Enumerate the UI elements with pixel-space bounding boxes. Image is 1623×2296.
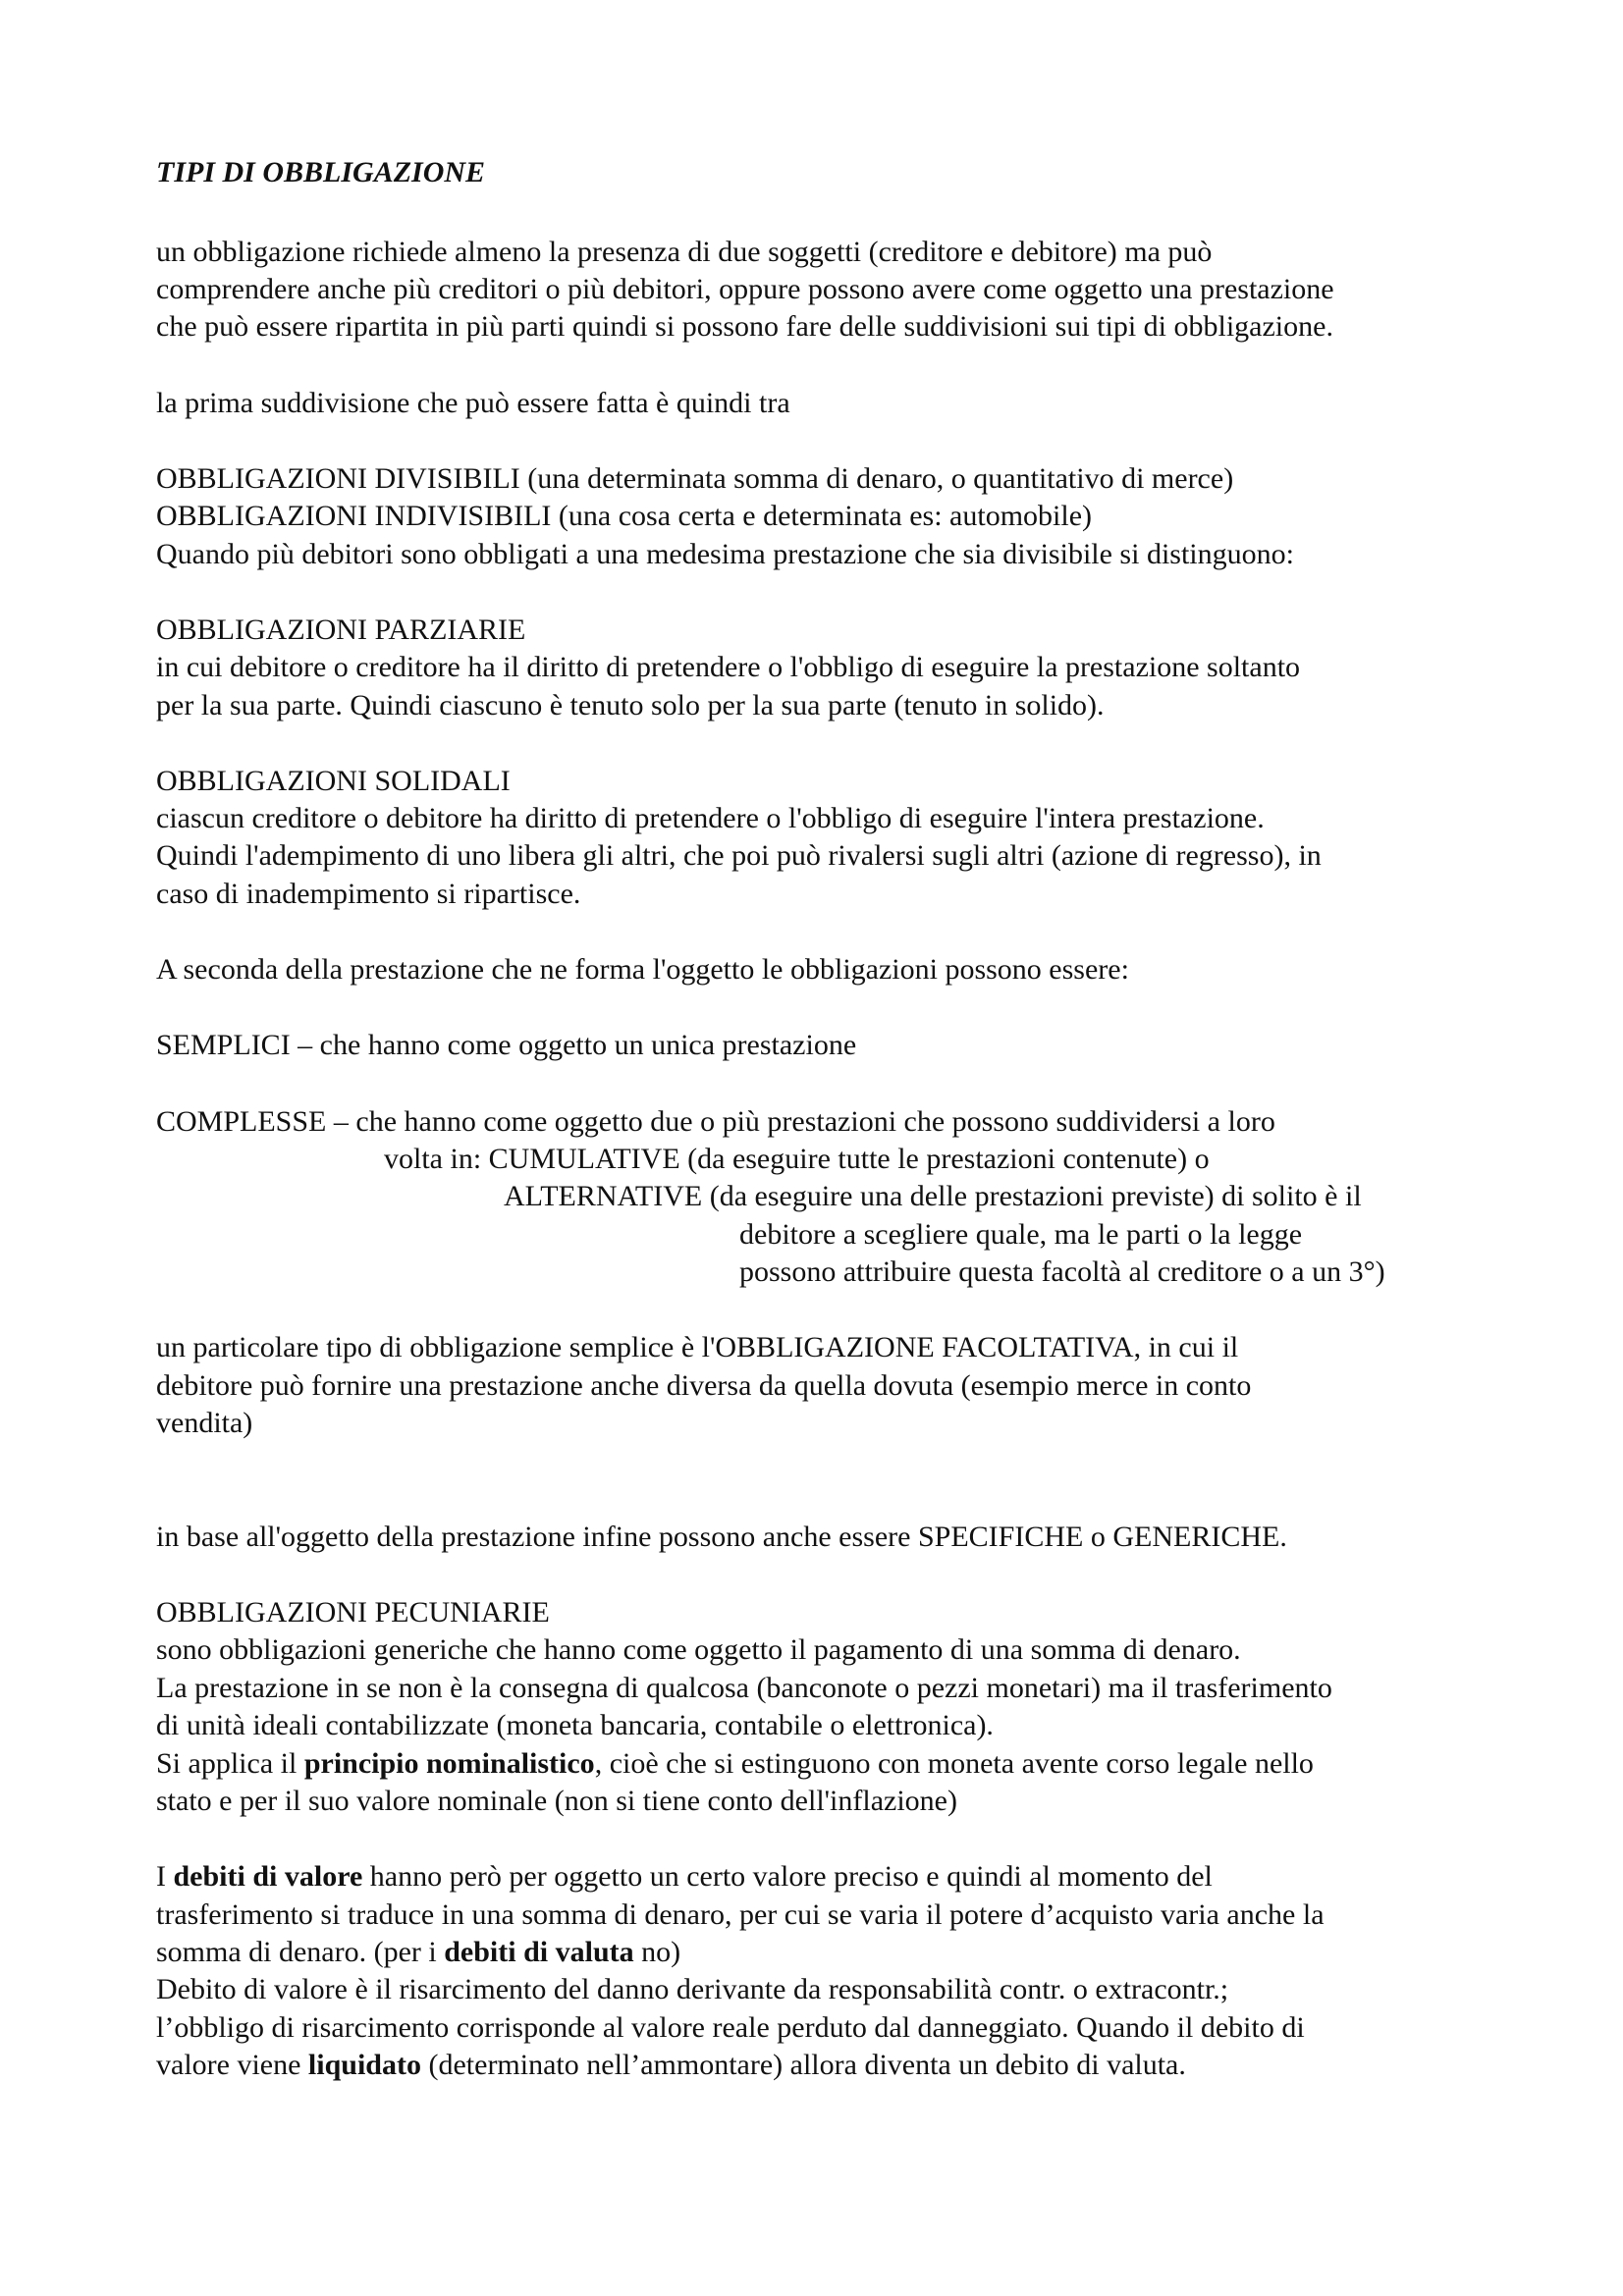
- nominalistico-cont: stato e per il suo valore nominale (non si tiene conto dell'inflazione): [156, 1785, 957, 1817]
- valore-line: [156, 1858, 1213, 1896]
- parziarie-line-2: per la sua parte. Quindi ciascuno è tenuto solo per la sua parte (tenuto in solido).: [156, 689, 1105, 721]
- complesse-line-1: COMPLESSE – che hanno come oggetto due o più prestazioni che possono suddividersi a loro: [156, 1105, 1275, 1138]
- complesse-line-2: volta in: CUMULATIVE (da eseguire tutte le prestazioni contenute) o: [384, 1143, 1210, 1175]
- valuta-post: no): [633, 1936, 681, 1968]
- indivisibili-text: OBBLIGAZIONI INDIVISIBILI (una cosa certa e determinata es: automobile): [156, 500, 1092, 532]
- valuta-pre: somma di denaro. (per i: [156, 1936, 445, 1968]
- risarcimento-line-2: l’obbligo di risarcimento corrisponde al valore reale perduto dal danneggiato. Quando il debito di: [156, 2011, 1305, 2044]
- parziarie-line-1: in cui debitore o creditore ha il diritto di pretendere o l'obbligo di eseguire la prestazione soltanto: [156, 651, 1301, 683]
- facoltativa-line-1: un particolare tipo di obbligazione semplice è l'OBBLIGAZIONE FACOLTATIVA, in cui il: [156, 1331, 1239, 1363]
- solidali-heading: OBBLIGAZIONI SOLIDALI: [156, 765, 511, 797]
- document-title: TIPI DI OBBLIGAZIONE: [156, 156, 486, 188]
- parziarie-heading: OBBLIGAZIONI PARZIARIE: [156, 614, 526, 646]
- first-division-text: la prima suddivisione che può essere fatta è quindi tra: [156, 387, 790, 419]
- liquidato-bold: liquidato: [307, 2049, 421, 2081]
- liquidato-post: (determinato nell’ammontare) allora diventa un debito di valuta.: [420, 2049, 1186, 2081]
- complesse-line-3: ALTERNATIVE (da eseguire una delle prestazioni previste) di solito è il: [504, 1180, 1362, 1212]
- pecuniarie-line-1: sono obbligazioni generiche che hanno come oggetto il pagamento di una somma di denaro.: [156, 1633, 1241, 1666]
- complesse-line-5: possono attribuire questa facoltà al creditore o a un 3°): [739, 1255, 1385, 1288]
- valore-cont-line-1: trasferimento si traduce in una somma di denaro, per cui se varia il potere d’acquisto varia anche la: [156, 1898, 1325, 1931]
- when-multiple-text: Quando più debitori sono obbligati a una medesima prestazione che sia divisibile si distinguono:: [156, 538, 1294, 570]
- divisibili-text: OBBLIGAZIONI DIVISIBILI (una determinata somma di denaro, o quantitativo di merce): [156, 462, 1234, 495]
- liquidato-line: [156, 2047, 1186, 2085]
- solidali-line-1: ciascun creditore o debitore ha diritto di pretendere o l'obbligo di eseguire l'intera prestazione.: [156, 802, 1265, 834]
- nominalistico-bold: principio nominalistico: [303, 1747, 595, 1780]
- complesse-line-4: debitore a scegliere quale, ma le parti o la legge: [739, 1218, 1303, 1251]
- facoltativa-line-3: vendita): [156, 1407, 253, 1439]
- liquidato-pre: valore viene: [156, 2049, 308, 2081]
- intro-line-1: un obbligazione richiede almeno la presenza di due soggetti (creditore e debitore) ma può: [156, 236, 1213, 268]
- nominalistico-pre: Si applica il: [156, 1747, 304, 1780]
- pecuniarie-line-3: di unità ideali contabilizzate (moneta bancaria, contabile o elettronica).: [156, 1709, 994, 1741]
- nominalistico-post: , cioè che si estinguono con moneta avente corso legale nello: [594, 1747, 1314, 1780]
- second-division-text: A seconda della prestazione che ne forma l'oggetto le obbligazioni possono essere:: [156, 953, 1129, 986]
- facoltativa-line-2: debitore può fornire una prestazione anche diversa da quella dovuta (esempio merce in conto: [156, 1369, 1252, 1402]
- valore-post: hanno però per oggetto un certo valore preciso e quindi al momento del: [362, 1860, 1213, 1893]
- document-page: [156, 0, 1531, 2296]
- pecuniarie-heading: OBBLIGAZIONI PECUNIARIE: [156, 1596, 550, 1629]
- intro-line-2: comprendere anche più creditori o più debitori, oppure possono avere come oggetto una prestazione: [156, 273, 1334, 305]
- intro-line-3: che può essere ripartita in più parti quindi si possono fare delle suddivisioni sui tipi di obbligazione.: [156, 310, 1333, 343]
- solidali-line-2: Quindi l'adempimento di uno libera gli altri, che poi può rivalersi sugli altri (azione di regresso), in: [156, 839, 1322, 872]
- specifiche-text: in base all'oggetto della prestazione infine possono anche essere SPECIFICHE o GENERICHE.: [156, 1521, 1287, 1553]
- pecuniarie-line-2: La prestazione in se non è la consegna di qualcosa (banconote o pezzi monetari) ma il trasferimento: [156, 1672, 1332, 1704]
- valore-bold: debiti di valore: [173, 1860, 363, 1893]
- semplici-text: SEMPLICI – che hanno come oggetto un unica prestazione: [156, 1029, 857, 1061]
- valuta-line: [156, 1934, 680, 1972]
- risarcimento-line-1: Debito di valore è il risarcimento del danno derivante da responsabilità contr. o extracontr.;: [156, 1973, 1229, 2005]
- valore-pre: I: [156, 1860, 174, 1893]
- valuta-bold: debiti di valuta: [444, 1936, 634, 1968]
- solidali-line-3: caso di inadempimento si ripartisce.: [156, 878, 581, 910]
- nominalistico-line: [156, 1745, 1314, 1784]
